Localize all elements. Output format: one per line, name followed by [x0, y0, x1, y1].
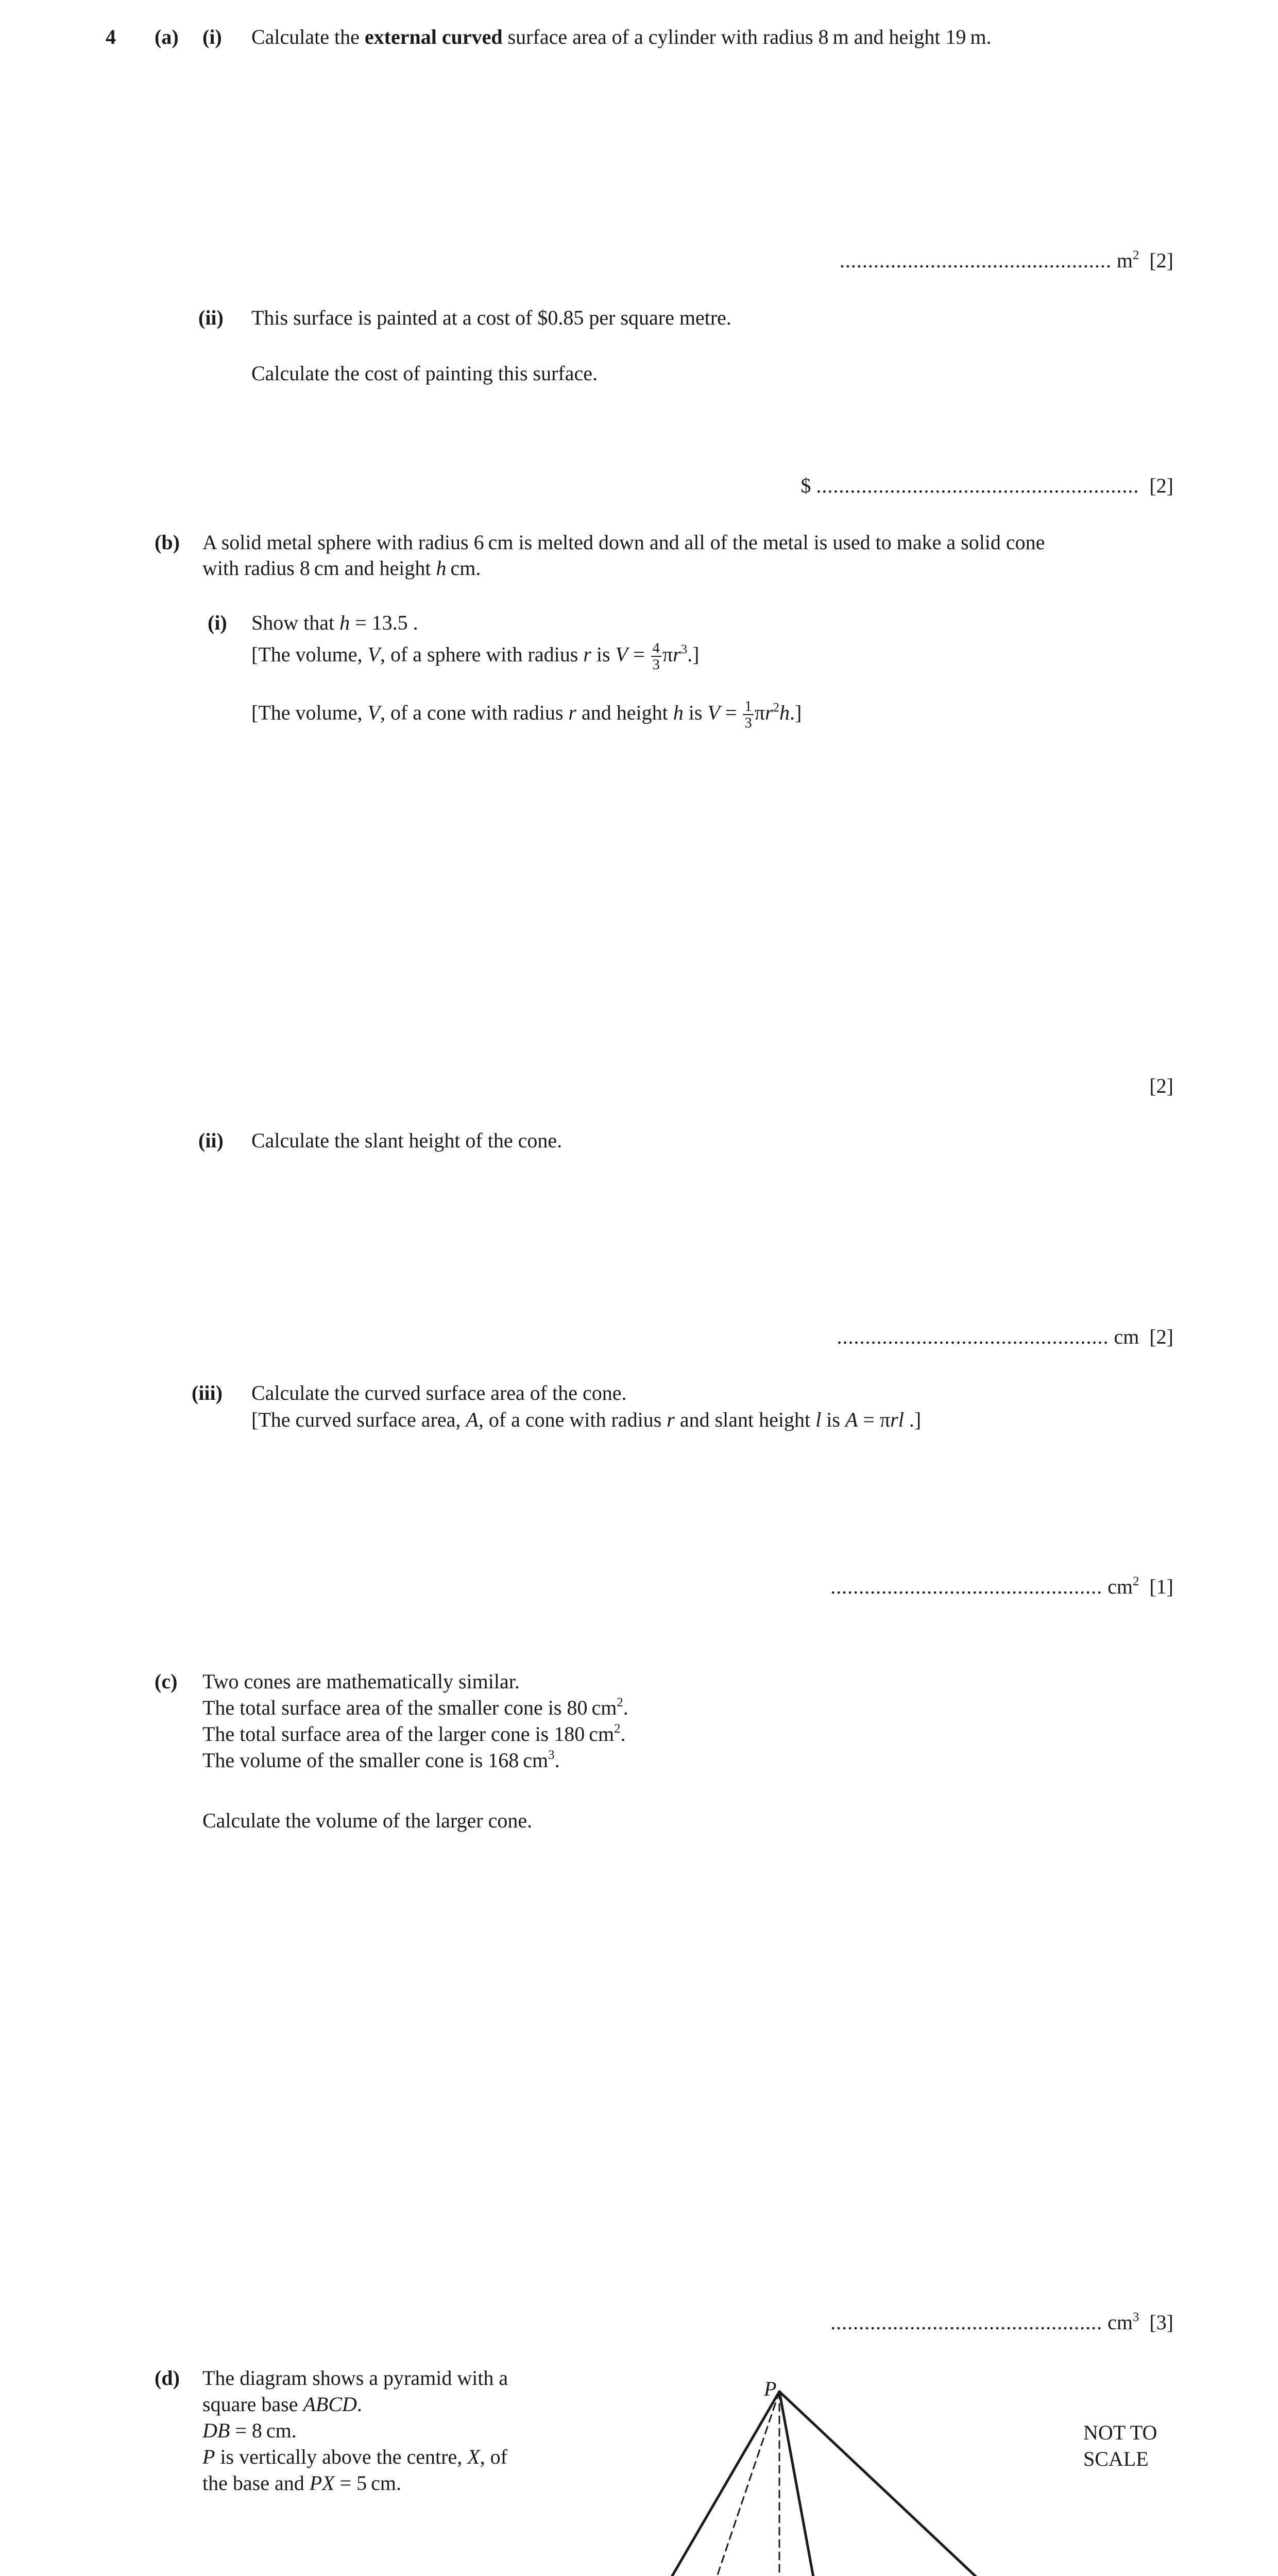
part-d-line2: square base ABCD.: [202, 2393, 362, 2416]
part-b-ii-text: Calculate the slant height of the cone.: [251, 1129, 563, 1152]
answer-unit: cm: [1107, 1575, 1133, 1598]
not-to-scale-line2: SCALE: [1083, 2447, 1149, 2470]
part-a-i-label: (i): [202, 25, 222, 48]
fraction-four-thirds: $\frac{4}{3}$: [651, 640, 661, 672]
part-d-line3: DB = 8 cm.: [202, 2419, 297, 2442]
part-b-intro-line1: A solid metal sphere with radius 6 cm is melted down and all of the metal is used to make a solid cone: [202, 531, 1045, 554]
part-a-ii-line2: Calculate the cost of painting this surface.: [251, 362, 598, 385]
part-b-i-label: (i): [208, 611, 227, 634]
answer-currency: $: [800, 474, 811, 497]
part-a-ii-line1: This surface is painted at a cost of $0.85 per square metre.: [251, 306, 731, 329]
answer-unit: m: [1116, 249, 1133, 272]
edge-PA: [560, 2392, 779, 2576]
curved-area-formula: [The curved surface area, A, of a cone with radius r and slant height l is A = πrl .]: [251, 1408, 922, 1431]
not-to-scale-line1: NOT TO: [1083, 2421, 1157, 2444]
marks: [2]: [1149, 474, 1173, 497]
part-a-i-text-pre: Calculate the: [251, 25, 365, 48]
answer-line[interactable]: ................................................: [830, 2311, 1103, 2334]
marks: [1]: [1149, 1575, 1173, 1598]
sphere-volume-formula: [The volume, V, of a sphere with radius r is V = $\frac{4}{3}$ $\pi r^3$.]: [251, 640, 700, 673]
part-d-line5: the base and PX = 5 cm.: [202, 2471, 402, 2495]
part-b-iii-line1: Calculate the curved surface area of the cone.: [251, 1381, 627, 1404]
part-a-ii-label: (ii): [198, 306, 224, 329]
part-c-line1: Two cones are mathematically similar.: [202, 1670, 520, 1693]
part-c-line5: Calculate the volume of the larger cone.: [202, 1809, 533, 1832]
part-b-intro-line2: with radius 8 cm and height h cm.: [202, 556, 481, 580]
answer-line[interactable]: ................................................: [830, 1575, 1103, 1598]
cone-volume-formula: [The volume, V, of a cone with radius r and height h is V = $\frac{1}{3}$ $\pi r^2h$.]: [251, 698, 802, 732]
edge-PB: [779, 2392, 848, 2576]
part-d-line1: The diagram shows a pyramid with a: [202, 2366, 508, 2389]
marks: [2]: [1149, 1325, 1173, 1348]
answer-unit-sup: 2: [1132, 1574, 1139, 1589]
part-c-line3: The total surface area of the larger cone is 180 $cm^2$.: [202, 1722, 626, 1745]
answer-unit-sup: 3: [1132, 2310, 1139, 2325]
edge-PC: [779, 2392, 998, 2576]
answer-line[interactable]: ................................................: [839, 249, 1112, 272]
part-c-line2: The total surface area of the smaller cone is 80 $cm^2$.: [202, 1696, 628, 1719]
answer-line[interactable]: .........................................................: [816, 474, 1139, 497]
part-d-label: (d): [155, 2366, 180, 2389]
question-number: 4: [106, 25, 116, 48]
part-d-line4: P is vertically above the centre, X, of: [202, 2445, 507, 2468]
edge-PD: [710, 2392, 779, 2576]
part-c-label: (c): [155, 1670, 178, 1693]
marks: [2]: [1149, 249, 1173, 272]
part-c-line4: The volume of the smaller cone is 168 $cm^3$.: [202, 1748, 560, 1772]
part-b-i-marks: [2]: [1149, 1074, 1173, 1097]
answer-unit-sup: 2: [1132, 248, 1139, 263]
answer-unit: cm: [1107, 2311, 1133, 2334]
part-b-iii-label: (iii): [192, 1381, 223, 1404]
part-a-i-text-bold: external curved: [364, 25, 503, 48]
part-b-ii-label: (ii): [198, 1129, 224, 1152]
part-b-i-show: Show that h = 13.5 .: [251, 611, 418, 634]
part-b-label: (b): [155, 531, 180, 554]
part-a-i-text-post: surface area of a cylinder with radius 8 m and height 19 m.: [502, 25, 992, 48]
label-P: P: [764, 2377, 777, 2400]
answer-unit: cm: [1114, 1325, 1139, 1348]
fraction-one-third: $\frac{1}{3}$: [743, 699, 753, 731]
marks: [3]: [1149, 2311, 1173, 2334]
part-a-label: (a): [155, 25, 179, 48]
answer-line[interactable]: ................................................: [837, 1325, 1109, 1348]
